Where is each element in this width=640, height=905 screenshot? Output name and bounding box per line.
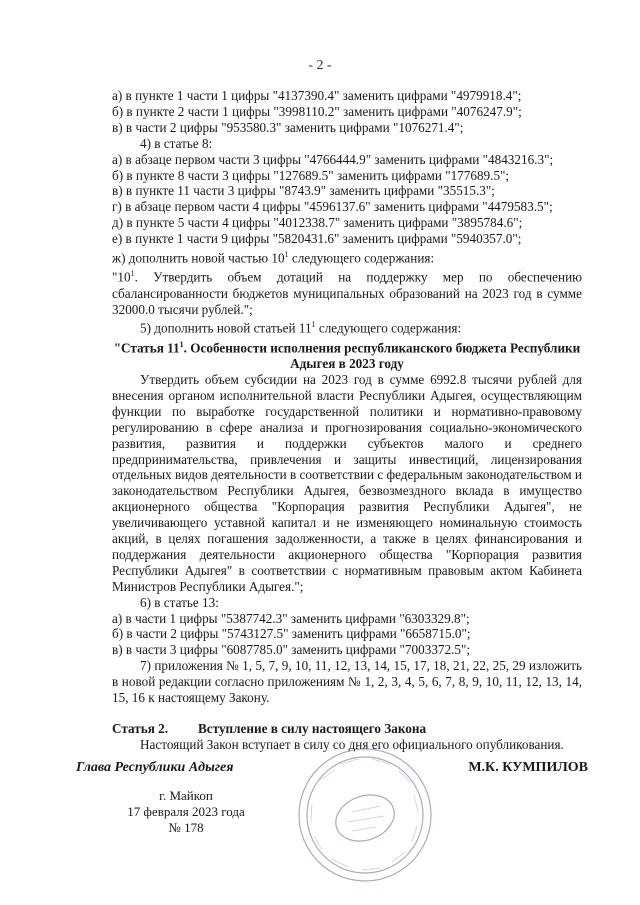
text-fragment: "10 [112,269,131,285]
page-number: - 2 - [308,58,332,73]
seal-stamp-icon [290,740,440,890]
text-line: б) в пункте 2 части 1 цифры "3998110.2" заменить цифрами "4076247.9"; [112,103,522,119]
city: г. Майкоп [159,788,213,803]
superscript: 1 [130,269,135,279]
text-fragment: 5) дополнить новой статьей 11 [140,320,312,336]
text-line: е) в пункте 1 части 9 цифры "5820431.6" заменить цифрами "5940357.0"; [112,231,522,247]
text-fragment: следующего содержания: [288,250,435,266]
article-11-1-body: Утвердить объем субсидии на 2023 год в сумме 6992.8 тысячи рублей для внесения органом исполнительной власти Республики Адыгея, осуществляющим функции по выработке государственной политики и нормативно-правовому регулированию в сфере анализа и прогнозирования социально-экономического развития, развития и поддержки субъектов малого и среднего предпринимательства, привлечения и защиты инвестиций, лицензирования отдельных видов деятельности в соответствии с федеральным законодательством и законодательством Республики Адыгея, безвозмездного вклада в имущество акционерного общества "Корпорация развития Республики Адыгея", не увеличивающего уставной капитал и не изменяющего номинальную стоимость акций, в целях погашения задолженности, а также в целях финансирования и поддержания деятельности акционерного общества "Корпорация развития Республики Адыгея" в соответствии с нормативным правовым актом Кабинета Министров Республики Адыгея."; [112,371,582,594]
text-line: в) в части 2 цифры "953580.3" заменить цифрами "1076271.4"; [112,119,464,135]
article-2-heading [112,721,582,737]
text-line: а) в абзаце первом части 3 цифры "4766444.9" заменить цифрами "4843216.3"; [112,151,554,167]
superscript: 1 [284,250,289,260]
text-line [112,247,582,266]
text-fragment: ж) дополнить новой частью 10 [112,250,285,266]
text-fragment: следующего содержания: [315,320,462,336]
spacer [112,706,582,721]
article-11-1-heading [112,337,582,372]
text-line: б) в пункте 8 части 3 цифры "127689.5" заменить цифрами "177689.5"; [112,167,510,183]
text-line: д) в пункте 5 части 4 цифры "4012338.7" заменить цифрами "3895784.6"; [112,215,523,231]
text-line: 6) в статье 13: [140,594,219,610]
place-date-number [106,788,266,836]
text-line: б) в части 2 цифры "5743127.5" заменить цифрами "6658715.0"; [112,626,471,642]
text-fragment: "Статья 11 [113,340,180,356]
text-line: г) в абзаце первом части 4 цифры "4596137.6" заменить цифрами "4479583.5"; [112,199,553,215]
text-line: 4) в статье 8: [140,135,213,151]
text-line: в) в пункте 11 части 3 цифры "8743.9" заменить цифрами "35515.3"; [112,183,495,199]
text-line: 7) приложения № 1, 5, 7, 9, 10, 11, 12, 13, 14, 15, 17, 18, 21, 22, 25, 29 изложить в новой редакции согласно приложениям № 1, 2, 3, 4, 5, 6, 7, 8, 9, 10, 11, 12, 13, 14, 15, 16 к настоящему Закону. [112,658,582,706]
law-number: № 178 [168,820,204,835]
text-line: а) в части 1 цифры "5387742.3" заменить цифрами "6303329.8"; [112,610,470,626]
article-2-label: Статья 2. [112,721,169,736]
text-line: а) в пункте 1 части 1 цифры "4137390.4" заменить цифрами "4979918.4"; [112,88,522,103]
text-line: в) в части 3 цифры "6087785.0" заменить цифрами "7003372.5"; [112,642,471,658]
text-fragment: . Утвердить объем дотаций на поддержку мер по обеспечению сбалансированности бюджетов муниципальных образований на 2023 год в сумме 32000.0 тысячи рублей."; [112,269,582,317]
seal-rings [299,749,431,881]
text-line [112,317,582,336]
signer-name: М.К. КУМПИЛОВ [468,760,588,775]
superscript: 1 [311,320,316,330]
article-2-text: Настоящий Закон вступает в силу со дня его официального опубликования. [140,736,564,752]
signer-title: Глава Республики Адыгея [76,760,234,775]
article-2-title: Вступление в силу настоящего Закона [198,721,427,736]
date: 17 февраля 2023 года [127,804,245,819]
text-fragment: . Особенности исполнения республиканского бюджета Республики Адыгея в 2023 году [183,340,581,372]
document-body [112,88,582,753]
quoted-part [112,266,582,317]
superscript: 1 [179,339,184,349]
seal-text-marks [311,759,418,870]
